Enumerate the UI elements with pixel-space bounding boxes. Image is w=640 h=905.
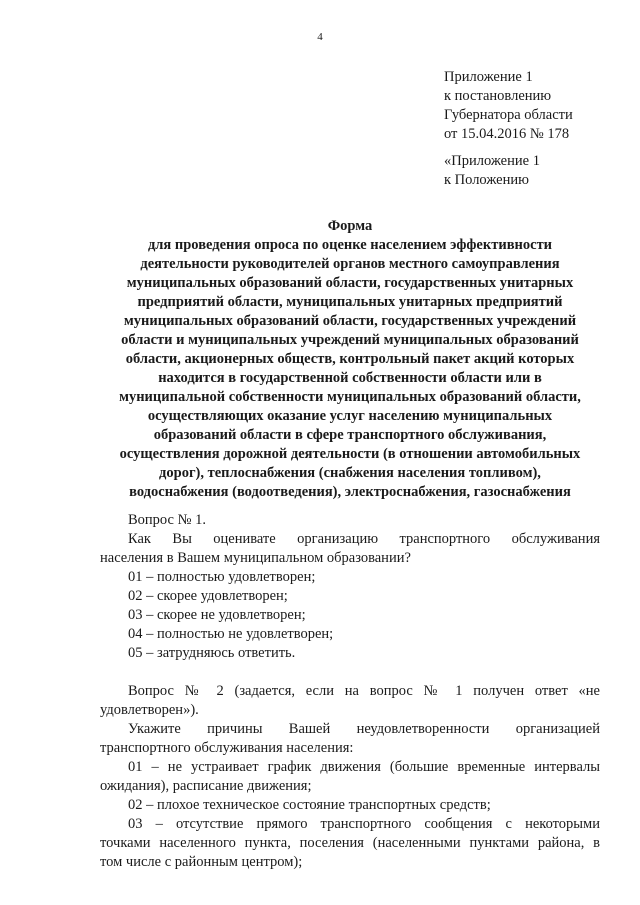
- question-1-option: 02 – скорее удовлетворен;: [128, 588, 288, 604]
- question-1-option: 03 – скорее не удовлетворен;: [128, 607, 306, 623]
- question-2-option-line: том числе с районным центром);: [100, 854, 303, 870]
- title-line: образований области в сфере транспортного обслуживания,: [153, 427, 547, 443]
- question-1-label: Вопрос № 1.: [128, 512, 206, 528]
- appendix-line: к постановлению: [444, 88, 552, 104]
- title-line: области, акционерных обществ, контрольный пакет акций которых: [125, 351, 575, 367]
- appendix-line: от 15.04.2016 № 178: [444, 126, 570, 142]
- form-body: [100, 511, 600, 872]
- title-line: находится в государственной собственности области или в: [158, 370, 542, 386]
- question-2-option-line: 01 – не устраивает график движения (большие временные интервалы: [128, 759, 600, 775]
- question-2-label-line: Вопрос № 2 (задается, если на вопрос № 1 получен ответ «не: [128, 683, 600, 699]
- title-line: для проведения опроса по оценке населением эффективности: [147, 237, 553, 253]
- question-2-label-line: удовлетворен»).: [100, 702, 199, 718]
- title-line: водоснабжения (водоотведения), электроснабжения, газоснабжения: [129, 484, 571, 500]
- title-line: муниципальных образований области, государственных учреждений: [123, 313, 577, 329]
- title-line: деятельности руководителей органов местного самоуправления: [140, 256, 560, 272]
- appendix-line: Приложение 1: [444, 69, 533, 85]
- question-2-option-line: точками населенного пункта, поселения (населенными пунктами района, в: [100, 835, 600, 851]
- question-1-option: 04 – полностью не удовлетворен;: [128, 626, 334, 642]
- question-1-text-line: населения в Вашем муниципальном образовании?: [100, 550, 411, 566]
- title-line: муниципальных образований области, государственных унитарных: [126, 275, 574, 291]
- appendix-header: [444, 68, 573, 144]
- title-line: осуществляющих оказание услуг населению муниципальных: [147, 408, 553, 424]
- title-line: области и муниципальных учреждений муниципальных образований: [121, 332, 579, 348]
- form-title: [100, 217, 600, 502]
- spacer: [100, 663, 600, 682]
- appendix-line: Губернатора области: [444, 107, 573, 123]
- question-2-option-line: ожидания), расписание движения;: [100, 778, 312, 794]
- question-1-text-line: Как Вы оценивате организацию транспортного обслуживания: [128, 531, 600, 547]
- title-line: муниципальной собственности муниципальных образований области,: [119, 389, 581, 405]
- question-1-option: 05 – затрудняюсь ответить.: [128, 645, 296, 661]
- question-2-text-line: транспортного обслуживания населения:: [100, 740, 354, 756]
- title-line: осуществления дорожной деятельности (в отношении автомобильных: [119, 446, 581, 462]
- appendix-sub-line: к Положению: [444, 172, 529, 188]
- title-line: предприятий области, муниципальных унитарных предприятий: [137, 294, 563, 310]
- appendix-sub-header: [444, 152, 540, 190]
- form-heading: Форма: [327, 218, 373, 234]
- question-2-option-line: 03 – отсутствие прямого транспортного сообщения с некоторыми: [128, 816, 600, 832]
- question-2-text-line: Укажите причины Вашей неудовлетворенности организацией: [128, 721, 600, 737]
- page-number: 4: [317, 31, 323, 43]
- title-line: дорог), теплоснабжения (снабжения населения топливом),: [159, 465, 541, 481]
- appendix-sub-line: «Приложение 1: [444, 153, 540, 169]
- question-1-option: 01 – полностью удовлетворен;: [128, 569, 316, 585]
- question-2-option: 02 – плохое техническое состояние транспортных средств;: [128, 797, 491, 813]
